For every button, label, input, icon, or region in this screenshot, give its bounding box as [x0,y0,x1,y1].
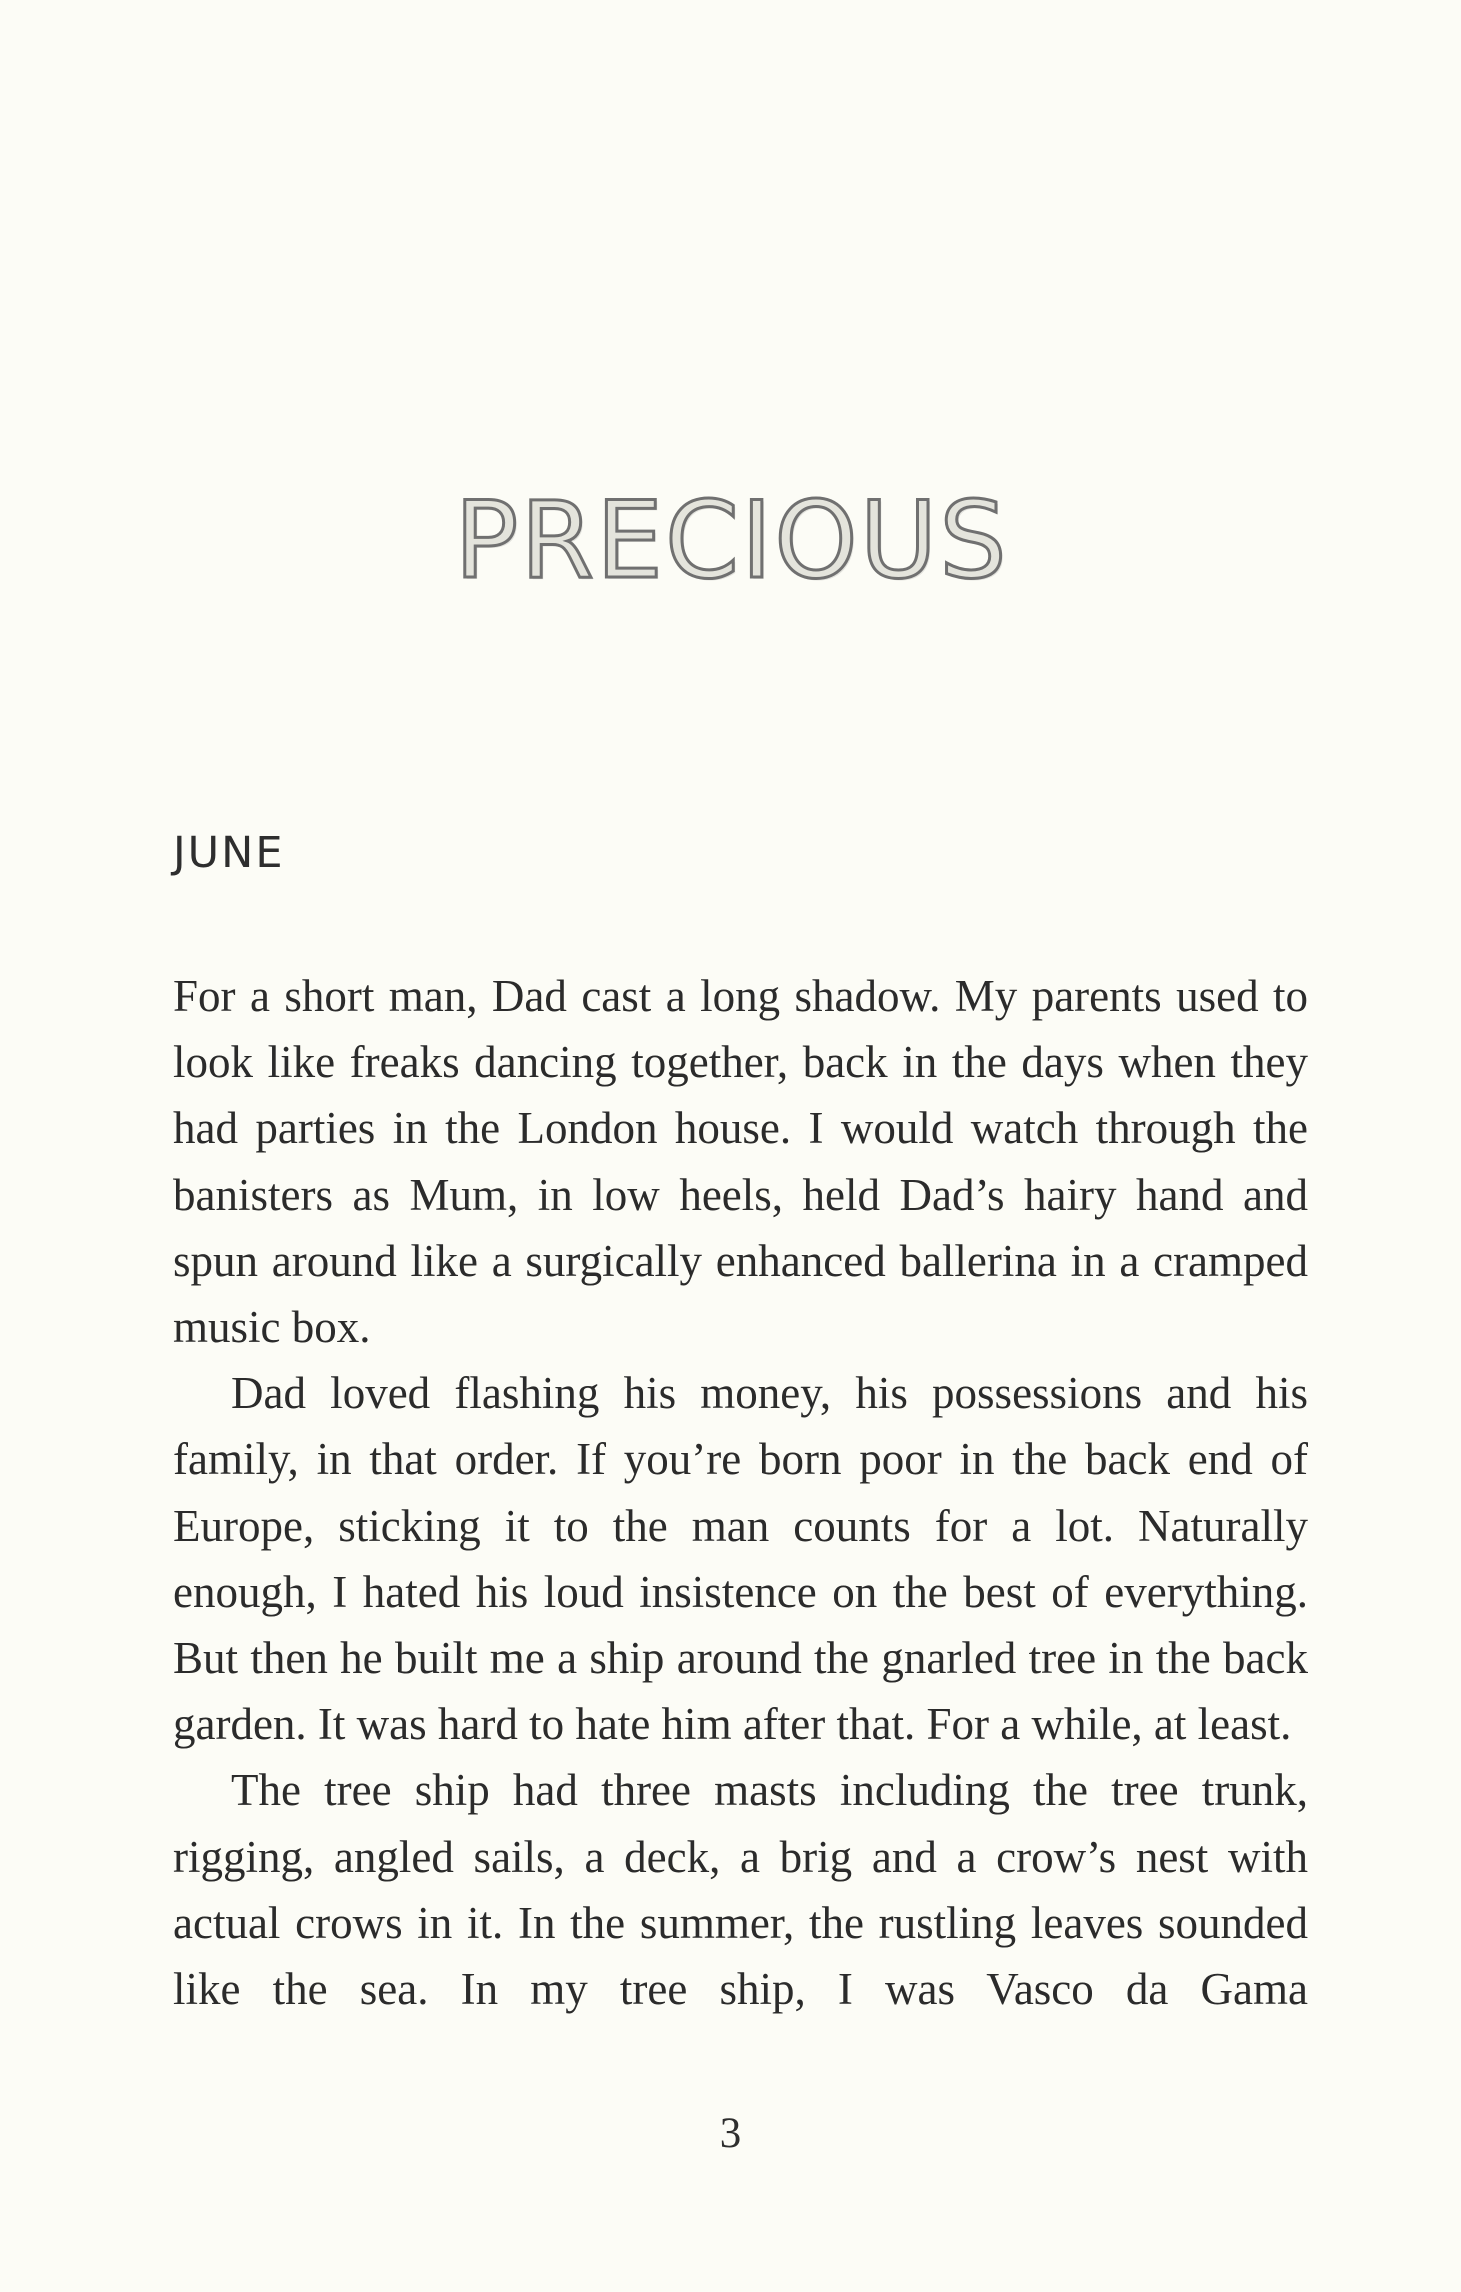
paragraph: The tree ship had three masts including the tree trunk, rigging, angled sails, a deck, a brig and a crow’s nest with actual crows in it. In the summer, the rustling leaves sounded like the sea. In my tree ship, I was Vasco da Gama [173,1765,1308,2015]
chapter-title: PRECIOUS [454,479,1009,602]
chapter-title-container [0,479,1461,602]
page-number: 3 [719,2110,742,2157]
paragraph: For a short man, Dad cast a long shadow. My parents used to look like freaks dancing together, back in the days when they had parties in the London house. I would watch through the banisters as Mum, in low heels, held Dad’s hairy hand and spun around like a surgically enhanced ballerina in a cramped music box. [173,971,1308,1353]
paragraph: Dad loved flashing his money, his possessions and his family, in that order. If you’re born poor in the back end of Europe, sticking it to the man counts for a lot. Naturally enough, I hated his loud insistence on the best of everything. But then he built me a ship around the gnarled tree in the back garden. It was hard to hate him after that. For a while, at least. [173,1368,1308,1750]
section-heading: JUNE [173,828,285,878]
body-text [173,963,1308,2022]
